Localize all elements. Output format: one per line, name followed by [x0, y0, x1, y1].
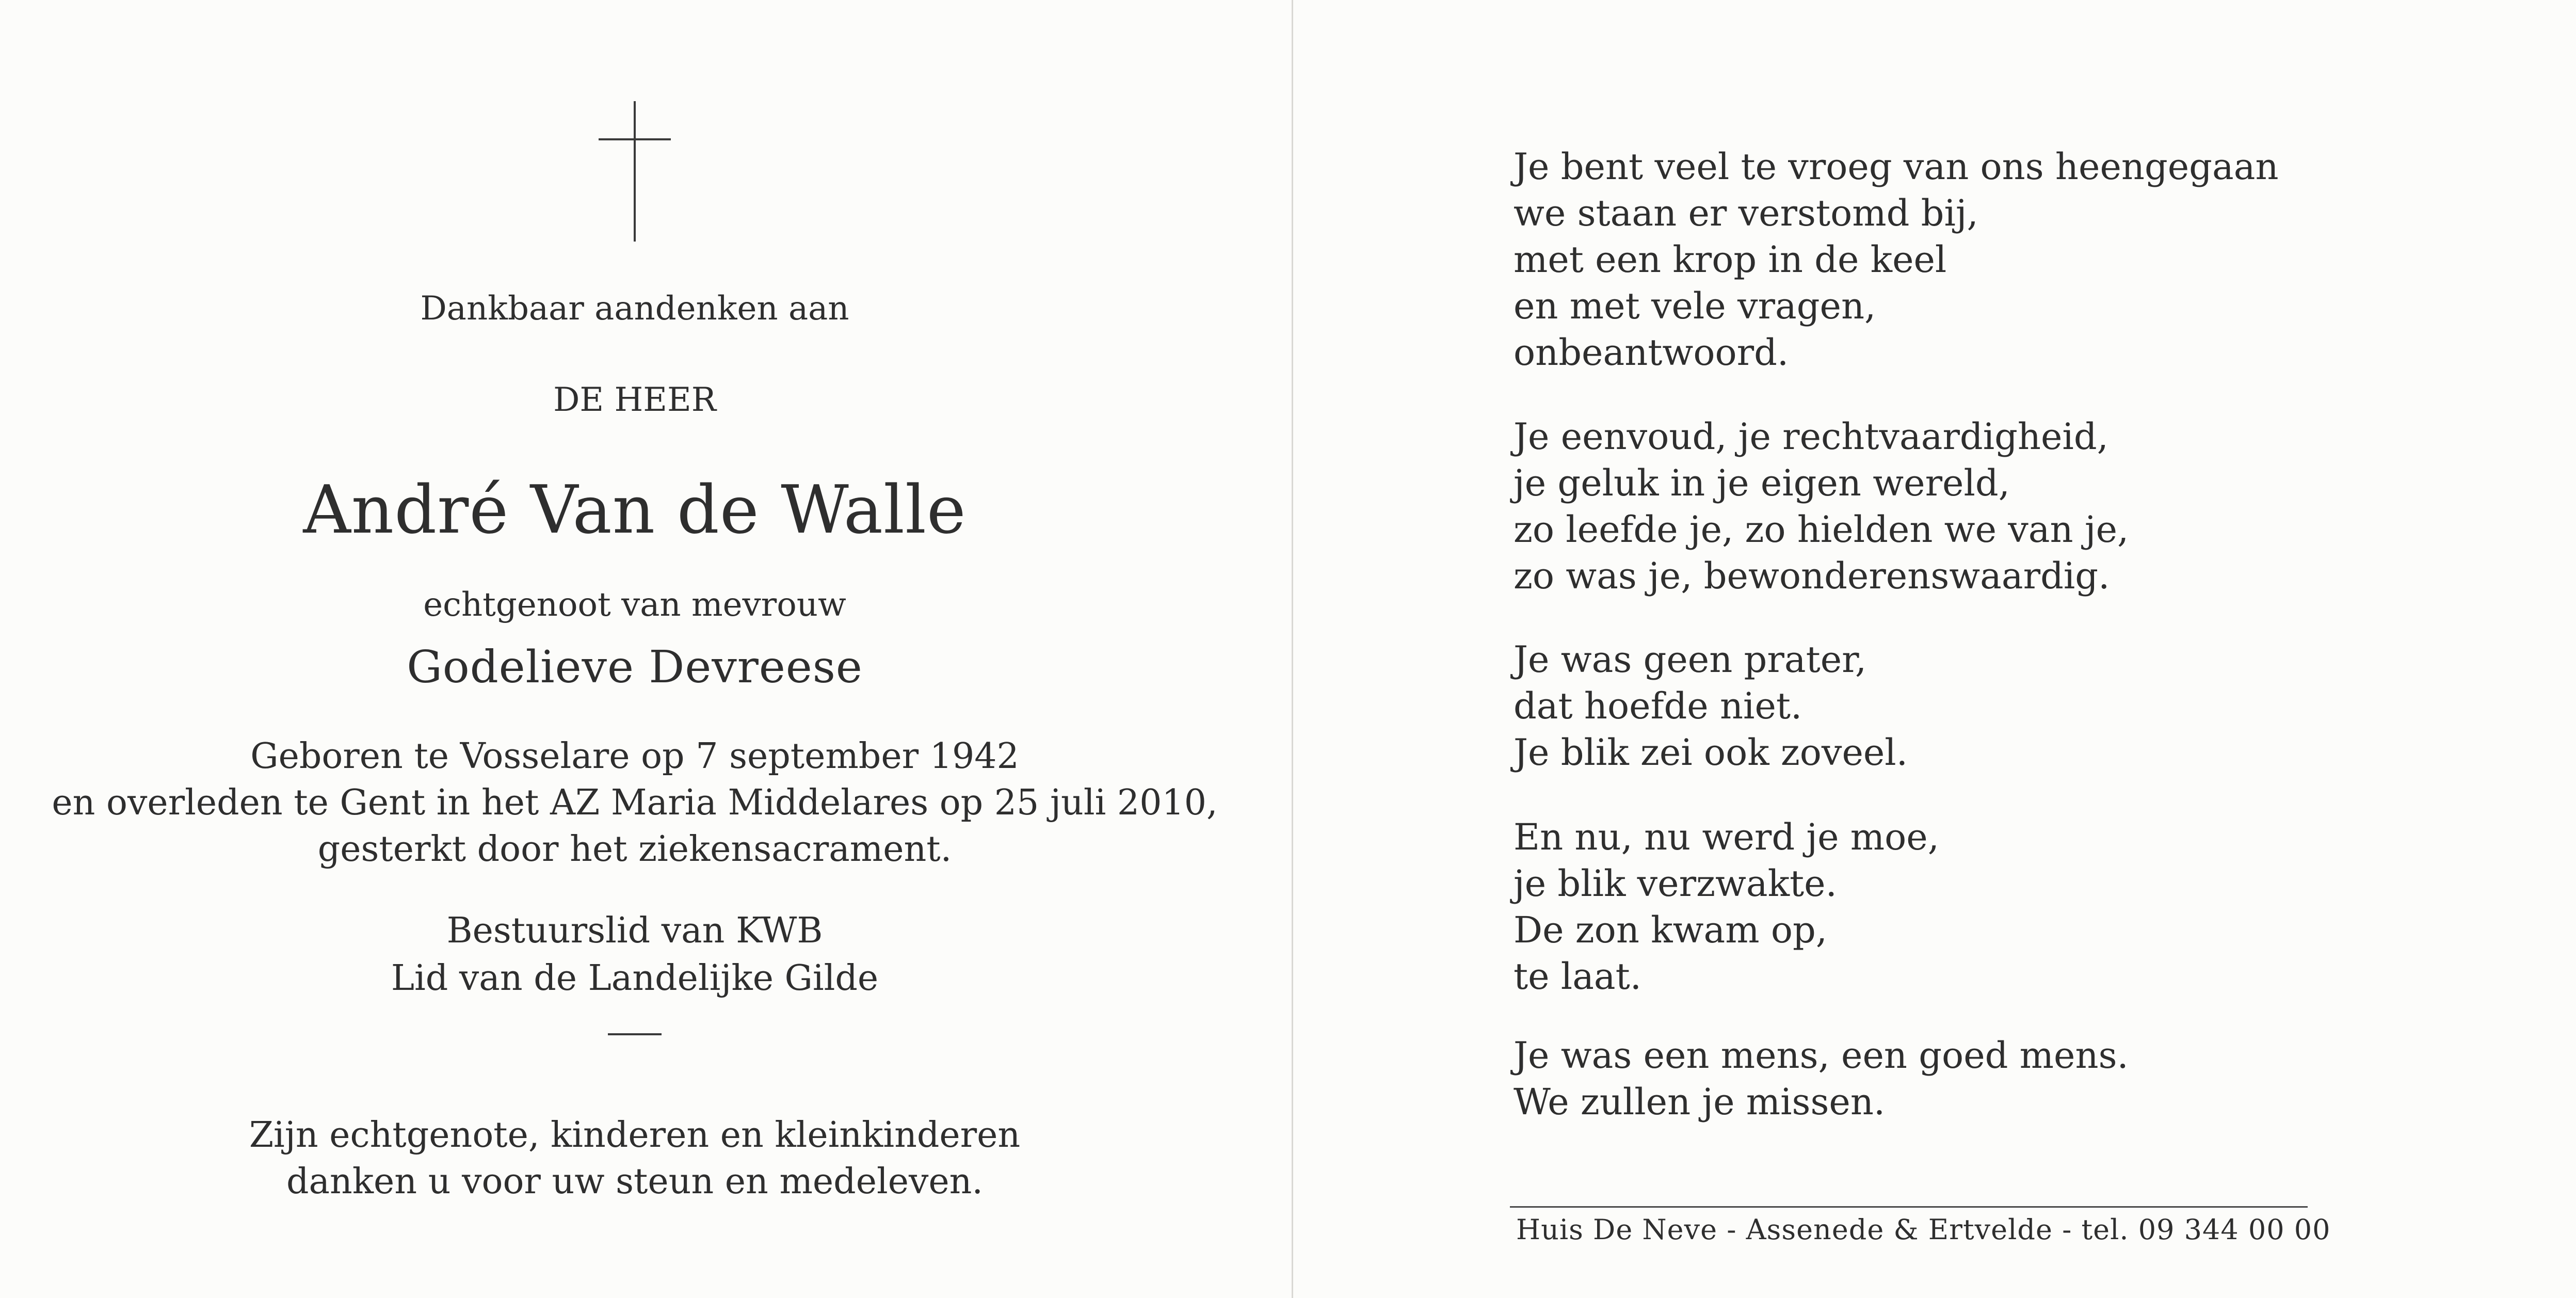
- poem-line: we staan er verstomd bij,: [1514, 192, 1978, 234]
- spouse-intro-text: echtgenoot van mevrouw: [423, 586, 846, 624]
- poem-line: onbeantwoord.: [1514, 331, 1789, 374]
- footer-rule: [1510, 1206, 2308, 1208]
- poem-line: En nu, nu werd je moe,: [1514, 816, 1939, 858]
- poem-line: zo was je, bewonderenswaardig.: [1514, 555, 2110, 597]
- poem-line: te laat.: [1514, 955, 1642, 998]
- spouse-name: Godelieve Devreese: [407, 642, 863, 693]
- title-text: DE HEER: [553, 381, 716, 419]
- birth-death-line: gesterkt door het ziekensacrament.: [317, 829, 952, 870]
- intro-text: Dankbaar aandenken aan: [420, 290, 849, 328]
- membership-line: Lid van de Landelijke Gilde: [391, 958, 879, 999]
- cross-icon-bar: [599, 138, 671, 140]
- poem-line: je blik verzwakte.: [1514, 862, 1837, 905]
- poem-line: met een krop in de keel: [1514, 238, 1947, 281]
- birth-death-line: Geboren te Vosselare op 7 september 1942: [250, 736, 1019, 777]
- poem-line: je geluk in je eigen wereld,: [1514, 462, 2010, 504]
- thanks-line: danken u voor uw steun en medeleven.: [286, 1161, 984, 1202]
- poem-line: Je bent veel te vroeg van ons heengegaan: [1514, 146, 2279, 188]
- deceased-name: André Van de Walle: [303, 472, 967, 549]
- separator-dash: [608, 1033, 662, 1035]
- thanks-line: Zijn echtgenote, kinderen en kleinkinderen: [249, 1115, 1021, 1156]
- membership-line: Bestuurslid van KWB: [446, 910, 823, 951]
- poem-line: We zullen je missen.: [1514, 1081, 1886, 1123]
- poem-line: en met vele vragen,: [1514, 285, 1876, 327]
- poem-line: Je was geen prater,: [1514, 638, 1867, 681]
- birth-death-line: en overleden te Gent in het AZ Maria Middelares op 25 juli 2010,: [52, 782, 1218, 823]
- poem-line: Je eenvoud, je rechtvaardigheid,: [1514, 415, 2108, 458]
- poem-line: De zon kwam op,: [1514, 909, 1828, 951]
- poem-line: zo leefde je, zo hielden we van je,: [1514, 508, 2129, 551]
- right-page: [1293, 0, 2576, 1298]
- poem-line: Je was een mens, een goed mens.: [1514, 1034, 2129, 1077]
- cross-icon: [634, 101, 636, 242]
- poem-line: Je blik zei ook zoveel.: [1514, 731, 1908, 774]
- poem-line: dat hoefde niet.: [1514, 685, 1802, 727]
- funeral-home-footer: Huis De Neve - Assenede & Ertvelde - tel. 09 344 00 00: [1516, 1213, 2331, 1246]
